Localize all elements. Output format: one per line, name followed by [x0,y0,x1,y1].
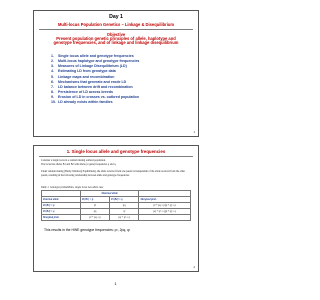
table-cell: pq [80,209,109,215]
table-header: Marginal prob. [139,197,191,203]
table-cell [139,215,191,221]
slide-page-number: 1 [193,130,195,134]
paragraph: Under random mating (Hardy-Weinberg Equilibrium), the allele received from one parent is independent of the allele received from the other parent, resulting in the following relationship between allele and genotype frequencies: [41,170,186,177]
slide-title: 1. Single locus allele and genotype frequencies [66,149,166,154]
table-cell: Pr(B2) = q [42,209,81,215]
topic-item: 5. Linkage maps and recombination [51,74,115,79]
topic-item: 9. Erosion of LD in crosses vs. outbred population [51,95,139,100]
topic-item: 2. Multi-locus haplotype and genotype frequencies [51,59,140,64]
table-header: Maternal allele [80,191,138,197]
table-cell: q² [110,209,139,215]
table-cell: pq + q² = q [110,215,139,221]
result-text: This results in the HWE genotype frequencies: p², 2pq, q² [44,228,131,232]
table-cell: Pr(B1) = p [42,203,81,209]
topic-item: 4. Estimating LD from genotype data [51,69,116,74]
table-header: Pr(B2) = q [110,197,139,203]
table-cell: p² [80,203,109,209]
title-divider [39,29,193,30]
table-header: Paternal allele [42,197,81,203]
topic-item: 1. Single locus allele and genotype frequencies [51,54,134,58]
topic-item: 10. LD already exists within families [51,100,113,105]
table-cell: Marginal prob. [42,215,81,221]
slide-1 [33,10,199,137]
slide-page-number: 2 [193,265,195,269]
topic-list [51,54,139,106]
topic-item: 3. Measures of Linkage Disequilibrium (LD) [51,64,127,69]
table-row [42,215,191,221]
table-header: Pr(B1) = p [80,197,109,203]
paragraph: Consider a single locus in a random mating outbred population. [41,159,106,162]
slide-2 [33,145,199,272]
title-divider [39,156,193,157]
objective-heading: Objective [106,31,126,37]
table-cell: p² + pq = p [80,215,109,221]
slide-day-label: Day 1 [109,14,123,20]
page-number: 1 [114,281,117,286]
slide-title: Multi-locus Population Genetics – Linkage & Disequilibrium [57,22,174,27]
objective-text: Present population genetic principles of allele, haplotype and genotype frequencies, and of linkage and linkage disequilibrium [53,35,179,46]
topic-item: 6. Mechanisms that generate and erode LD [51,79,127,84]
paragraph: The locus has alleles B1 and B2 with allele (or gene) frequencies p and q. [41,163,117,166]
genotype-table [41,190,191,221]
topic-item: 7. LD balance between drift and recombination [51,84,133,89]
topic-item: 8. Persistence of LD across breeds [51,90,114,95]
table-cell: pq + q² = q(p + q) = q [139,209,191,215]
table-cell: p² + pq = p(p + q) = p [139,203,191,209]
table-cell: pq [110,203,139,209]
table-caption: Table 1. Genotype probabilities, single locus two allele case [41,185,104,189]
